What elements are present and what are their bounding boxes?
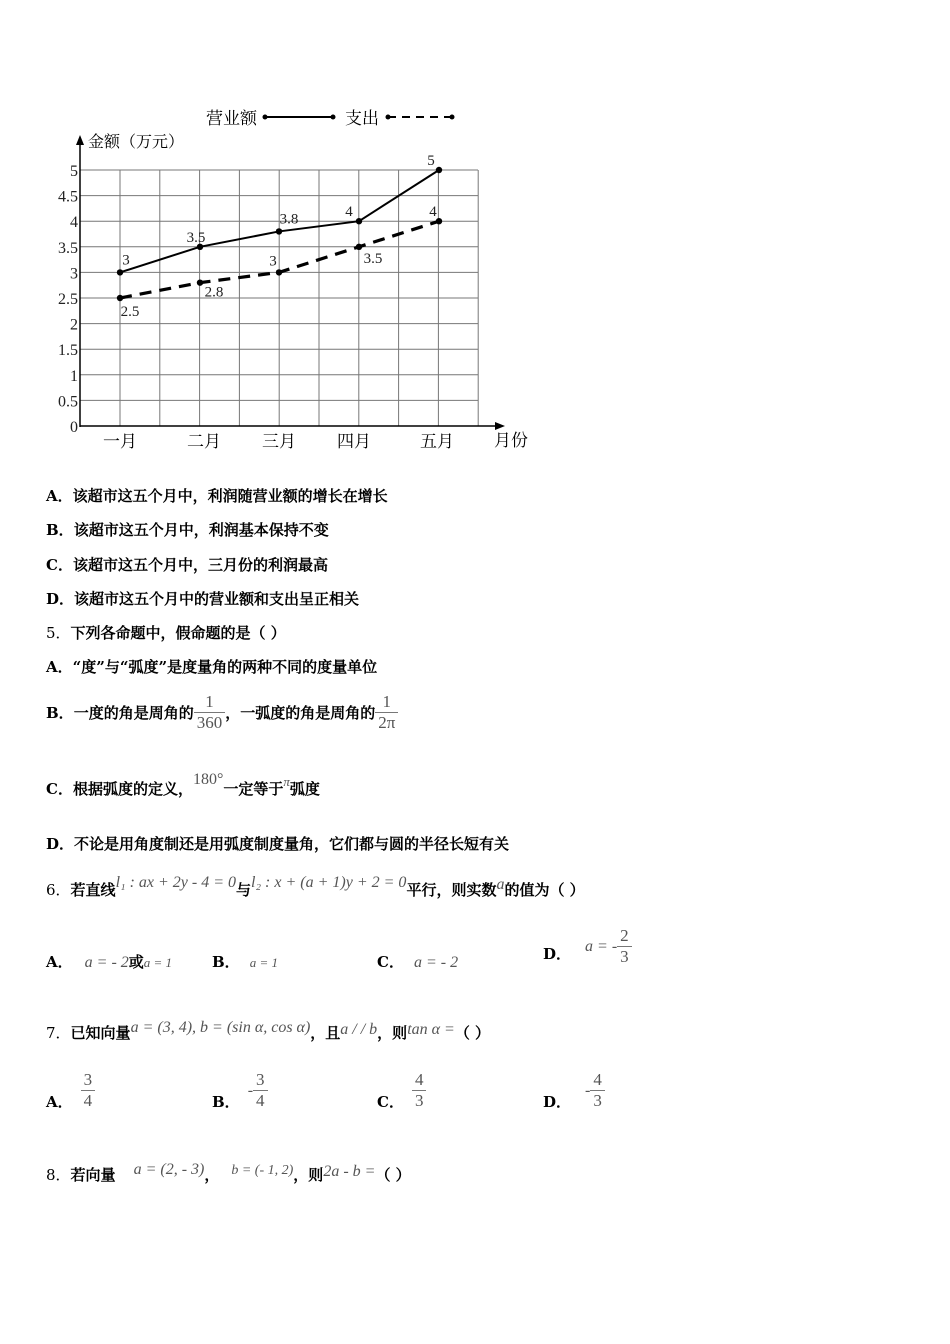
- q6-option-b[interactable]: [212, 951, 278, 972]
- math-vector-b: b = (- 1, 2): [231, 1163, 294, 1178]
- option-text: 根据弧度的定义，: [72, 780, 193, 798]
- option-letter: D．: [46, 835, 75, 853]
- question-number: 6．: [46, 881, 71, 899]
- fraction-1-360: $\frac{1}{360}$: [194, 692, 226, 733]
- legend-label-revenue: 营业额: [206, 109, 257, 129]
- x-tick-label: 二月: [187, 432, 221, 452]
- math-parallel: a / / b: [340, 1021, 378, 1038]
- question-text: ，且: [310, 1024, 341, 1042]
- data-label-expense: 2.5: [120, 304, 140, 320]
- option-text: 不论是用角度制还是用弧度制度量角，它们都与圆的半径长短有关: [74, 835, 510, 853]
- question-text: ，则: [377, 1024, 408, 1042]
- question-text: ，: [204, 1166, 220, 1184]
- q4-option-d[interactable]: [46, 588, 359, 609]
- q7-option-a[interactable]: [46, 1069, 95, 1112]
- q4-option-c[interactable]: [46, 554, 328, 575]
- question-text: （ ）: [454, 1024, 491, 1042]
- q5-stem: [46, 622, 286, 643]
- x-tick-label: 五月: [420, 432, 454, 452]
- data-label-revenue: 5: [427, 153, 435, 169]
- option-text: 或: [128, 953, 144, 971]
- legend-dot-expense-r: [450, 115, 455, 120]
- math-var-a: a: [496, 876, 505, 893]
- y-tick-label: 3.5: [58, 239, 78, 257]
- chart-grid: [80, 170, 478, 426]
- x-axis-title: 月份: [494, 431, 528, 451]
- question-text: 平行，则实数: [406, 881, 497, 899]
- option-math: a = - 2: [413, 954, 459, 971]
- data-label-revenue: 3: [122, 252, 130, 269]
- q6-option-c[interactable]: [377, 951, 458, 972]
- x-tick-label: 四月: [337, 432, 371, 452]
- line-chart: [0, 0, 950, 470]
- y-tick-label: 1.5: [58, 342, 78, 360]
- option-letter: B．: [212, 953, 240, 971]
- data-label-expense: 3: [269, 253, 277, 270]
- option-letter: C．: [46, 556, 73, 574]
- option-letter: D．: [46, 590, 75, 608]
- fraction-4-3: $\frac{4}{3}$: [412, 1070, 427, 1111]
- question-text: 若直线: [70, 881, 116, 899]
- q7-option-c[interactable]: [377, 1069, 426, 1112]
- q6-option-d[interactable]: [543, 926, 632, 967]
- option-sign: -: [247, 1081, 254, 1099]
- y-tick-label: 1: [70, 367, 78, 385]
- y-tick-label: 0: [70, 419, 78, 436]
- point-expense: [356, 244, 362, 250]
- fraction-3-4: $\frac{3}{4}$: [253, 1070, 268, 1111]
- q5-option-a[interactable]: [46, 656, 377, 677]
- option-text: 一定等于: [223, 780, 284, 798]
- option-text: ，一弧度的角是周角的: [225, 704, 376, 722]
- point-revenue: [276, 228, 282, 234]
- q7-stem: [46, 1019, 491, 1043]
- q6-stem: [46, 874, 585, 900]
- point-expense: [197, 279, 203, 285]
- question-text: 与: [236, 881, 252, 899]
- option-math: a = 1: [249, 955, 278, 970]
- option-text: 该超市这五个月中，利润基本保持不变: [73, 521, 329, 539]
- q4-option-a[interactable]: [46, 485, 388, 506]
- fraction-3-4: $\frac{3}{4}$: [81, 1070, 96, 1111]
- question-text: ，则: [293, 1166, 324, 1184]
- q7-option-d[interactable]: [543, 1069, 605, 1112]
- math-2a-minus-b: 2a - b =: [323, 1163, 376, 1180]
- option-math: a = 1: [143, 955, 173, 970]
- option-math: a = -: [585, 937, 618, 955]
- fraction-4-3: $\frac{4}{3}$: [590, 1070, 605, 1111]
- question-text: 的值为（ ）: [504, 881, 585, 899]
- legend-dot-revenue-r: [331, 115, 336, 120]
- fraction-1-2pi: $\frac{1}{2\pi}$: [375, 692, 398, 733]
- option-letter: A．: [46, 658, 73, 676]
- y-tick-label: 3: [70, 265, 78, 283]
- question-number: 5．: [46, 624, 71, 642]
- option-text: 该超市这五个月中，利润随营业额的增长在增长: [72, 487, 388, 505]
- question-number: 7．: [46, 1024, 71, 1042]
- q5-option-b[interactable]: [46, 692, 398, 733]
- x-tick-label: 一月: [103, 432, 137, 452]
- q8-stem: [46, 1161, 411, 1185]
- option-letter: C．: [46, 780, 73, 798]
- math-vectors: a = (3, 4), b = (sin α, cos α): [130, 1019, 311, 1036]
- point-expense: [436, 218, 442, 224]
- point-revenue: [356, 218, 362, 224]
- option-letter: B．: [46, 521, 74, 539]
- math-line-l2: l₂ : x + (a + 1)y + 2 = 0: [251, 874, 407, 891]
- option-letter: D．: [543, 945, 572, 963]
- legend-label-expense: 支出: [345, 109, 379, 129]
- data-label-expense: 4: [429, 204, 437, 221]
- option-text: 一度的角是周角的: [73, 704, 194, 722]
- y-tick-labels: [58, 163, 78, 436]
- option-letter: A．: [46, 953, 73, 971]
- option-text: 弧度: [289, 780, 320, 798]
- option-sign: -: [585, 1081, 591, 1099]
- q4-option-b[interactable]: [46, 519, 329, 540]
- math-vector-a: a = (2, - 3): [133, 1161, 205, 1178]
- question-text: （ ）: [375, 1166, 411, 1184]
- question-text: 已知向量: [70, 1024, 131, 1042]
- y-tick-label: 2: [70, 316, 78, 334]
- chart-axes: [76, 135, 505, 430]
- math-line-l1: l₁ : ax + 2y - 4 = 0: [115, 874, 237, 891]
- option-text: 该超市这五个月中，三月份的利润最高: [72, 556, 328, 574]
- y-axis-title: 金额（万元）: [88, 132, 185, 151]
- y-tick-label: 2.5: [58, 291, 78, 308]
- y-tick-label: 4: [70, 214, 78, 232]
- option-math: a = - 2: [84, 954, 129, 971]
- option-letter: A．: [46, 1093, 73, 1111]
- y-tick-label: 5: [70, 163, 78, 180]
- option-text: “度”与“弧度”是度量角的两种不同的度量单位: [72, 658, 378, 676]
- question-text: 若向量: [70, 1166, 116, 1184]
- legend-dot-revenue-l: [263, 115, 268, 120]
- math-tan: tan α =: [407, 1021, 455, 1038]
- math-pi: π: [283, 774, 290, 789]
- data-label-expense: 3.5: [363, 250, 383, 267]
- question-number: 8．: [46, 1166, 71, 1184]
- y-tick-label: 4.5: [58, 188, 78, 206]
- math-180-degrees: 180°: [192, 771, 224, 788]
- data-label-revenue: 4: [345, 204, 353, 221]
- fraction-2-3: $\frac{2}{3}$: [617, 926, 632, 967]
- x-tick-label: 三月: [262, 432, 296, 452]
- option-text: 该超市这五个月中的营业额和支出呈正相关: [74, 590, 360, 608]
- data-label-expense: 2.8: [204, 284, 224, 301]
- q5-option-c[interactable]: [46, 771, 320, 799]
- option-letter: B．: [46, 704, 74, 722]
- data-label-revenue: 3.8: [279, 211, 299, 228]
- point-revenue: [436, 167, 442, 173]
- q6-option-a[interactable]: [46, 951, 172, 972]
- legend-dot-expense-l: [386, 115, 391, 120]
- question-text: 下列各命题中，假命题的是（ ）: [70, 624, 286, 642]
- data-label-revenue: 3.5: [186, 229, 206, 246]
- point-expense: [276, 269, 282, 275]
- point-expense: [117, 295, 123, 301]
- y-tick-label: 0.5: [58, 393, 78, 411]
- q7-option-b[interactable]: [212, 1069, 268, 1112]
- point-revenue: [117, 269, 123, 275]
- option-letter: B．: [212, 1093, 240, 1111]
- option-letter: D．: [543, 1093, 572, 1111]
- option-letter: C．: [377, 953, 404, 971]
- x-tick-labels: [103, 432, 454, 452]
- q5-option-d[interactable]: [46, 833, 509, 854]
- option-letter: A．: [46, 487, 73, 505]
- option-letter: C．: [377, 1093, 404, 1111]
